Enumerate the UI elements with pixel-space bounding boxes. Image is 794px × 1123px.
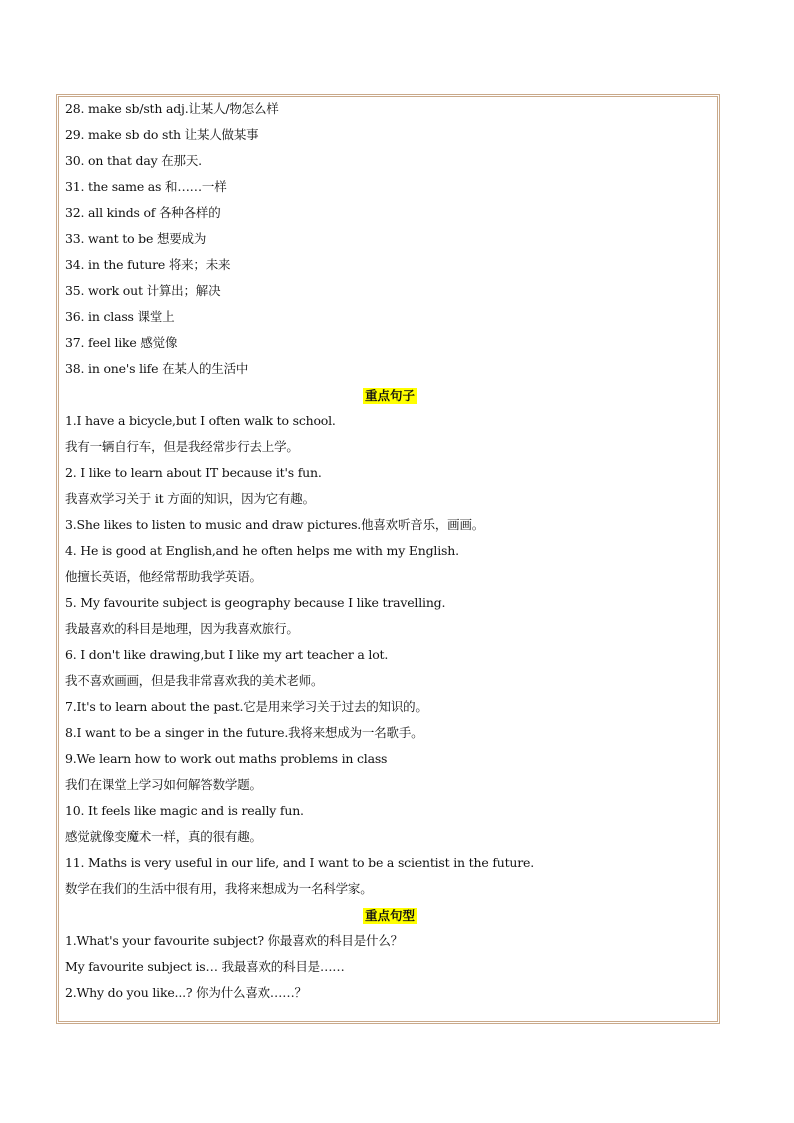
patterns-heading-row — [65, 902, 715, 928]
patterns-heading: 重点句型 — [364, 908, 415, 923]
sentence-line: 4. He is good at English,and he often helps me with my English. — [65, 543, 459, 558]
phrase-list — [65, 96, 715, 382]
phrase-item: 34. in the future 将来；未来 — [65, 257, 231, 272]
sentence-line: 我们在课堂上学习如何解答数学题。 — [65, 777, 262, 792]
sentence-line: 我最喜欢的科目是地理，因为我喜欢旅行。 — [65, 621, 299, 636]
sentence-line: 10. It feels like magic and is really fun. — [65, 803, 304, 818]
phrase-item: 31. the same as 和……一样 — [65, 179, 227, 194]
sentence-line: 我有一辆自行车，但是我经常步行去上学。 — [65, 439, 299, 454]
sentence-list — [65, 408, 715, 902]
sentences-heading-row — [65, 382, 715, 408]
sentence-line: 11. Maths is very useful in our life, and I want to be a scientist in the future. — [65, 855, 535, 870]
sentence-line: 他擅长英语，他经常帮助我学英语。 — [65, 569, 262, 584]
sentence-line: 8.I want to be a singer in the future.我将来想成为一名歌手。 — [65, 725, 424, 740]
phrase-item: 35. work out 计算出；解决 — [65, 283, 221, 298]
sentence-line: 我喜欢学习关于 it 方面的知识，因为它有趣。 — [65, 491, 315, 506]
sentences-heading: 重点句子 — [364, 388, 415, 403]
phrase-item: 38. in one's life 在某人的生活中 — [65, 361, 249, 376]
pattern-line: My favourite subject is… 我最喜欢的科目是…… — [65, 959, 345, 974]
sentence-line: 9.We learn how to work out maths problems in class — [65, 751, 388, 766]
sentence-line: 2. I like to learn about IT because it's fun. — [65, 465, 322, 480]
sentence-line: 1.I have a bicycle,but I often walk to school. — [65, 413, 336, 428]
sentence-line: 感觉就像变魔术一样，真的很有趣。 — [65, 829, 262, 844]
phrase-item: 33. want to be 想要成为 — [65, 231, 207, 246]
pattern-line: 1.What's your favourite subject? 你最喜欢的科目是什么？ — [65, 933, 403, 948]
phrase-item: 36. in class 课堂上 — [65, 309, 175, 324]
sentence-line: 我不喜欢画画，但是我非常喜欢我的美术老师。 — [65, 673, 324, 688]
sentence-line: 6. I don't like drawing,but I like my art teacher a lot. — [65, 647, 389, 662]
pattern-list — [65, 928, 715, 1006]
phrase-item: 28. make sb/sth adj.让某人/物怎么样 — [65, 101, 279, 116]
pattern-line: 2.Why do you like...? 你为什么喜欢……？ — [65, 985, 307, 1000]
sentence-line: 数学在我们的生活中很有用，我将来想成为一名科学家。 — [65, 881, 373, 896]
document-content — [65, 96, 715, 1006]
sentence-line: 5. My favourite subject is geography because I like travelling. — [65, 595, 446, 610]
phrase-item: 37. feel like 感觉像 — [65, 335, 178, 350]
sentence-line: 3.She likes to listen to music and draw pictures.他喜欢听音乐，画画。 — [65, 517, 485, 532]
sentence-line: 7.It's to learn about the past.它是用来学习关于过去的知识的。 — [65, 699, 428, 714]
phrase-item: 30. on that day 在那天. — [65, 153, 202, 168]
phrase-item: 32. all kinds of 各种各样的 — [65, 205, 221, 220]
phrase-item: 29. make sb do sth 让某人做某事 — [65, 127, 259, 142]
